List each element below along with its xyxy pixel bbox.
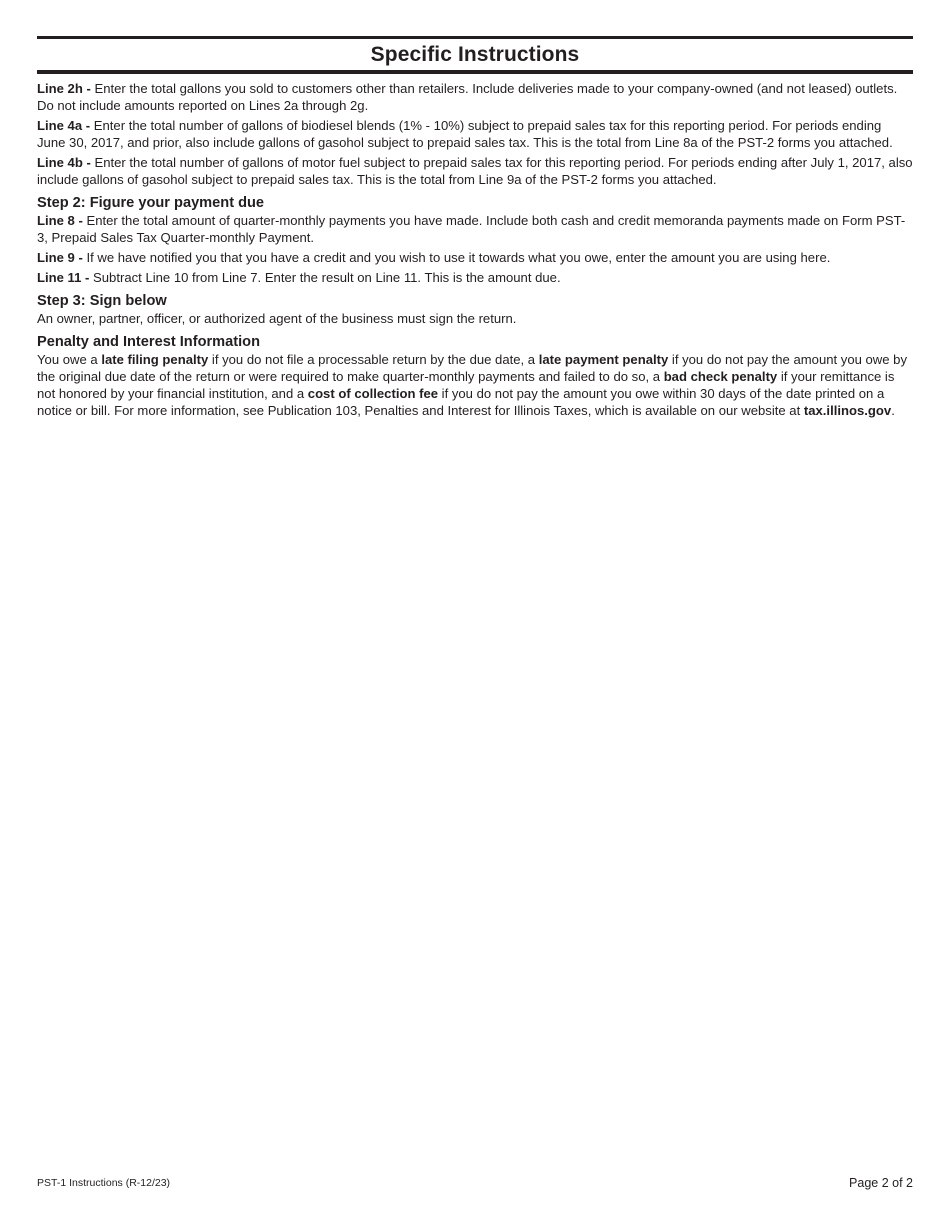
step-2-heading: Step 2: Figure your payment due [37, 195, 265, 211]
line-text: If we have notified you that you have a credit and you wish to use it towards what you owe, enter the amount you are using here. [82, 250, 831, 265]
line-9-instruction [37, 249, 913, 266]
website-link[interactable]: tax.illinos.gov [803, 403, 892, 418]
penalty-text-part: if your remittance is not honored by your financial institution, and a [37, 369, 895, 401]
page-number: Page 2 of 2 [849, 1176, 913, 1190]
line-label: Line 2h - [37, 81, 91, 96]
bad-check-penalty-term: bad check penalty [663, 369, 778, 384]
line-label: Line 9 - [37, 250, 83, 265]
line-label: Line 4a - [37, 118, 91, 133]
instructions-body [37, 80, 913, 419]
late-filing-penalty-term: late filing penalty [101, 352, 209, 367]
step-3-text: An owner, partner, officer, or authorized agent of the business must sign the return. [37, 311, 517, 326]
line-2h-instruction [37, 80, 913, 114]
line-label: Line 11 - [37, 270, 90, 285]
late-payment-penalty-term: late payment penalty [538, 352, 669, 367]
line-11-instruction [37, 269, 913, 286]
page-title: Specific Instructions [370, 42, 580, 66]
penalty-text-part: if you do not pay the amount you owe within 30 days of the date printed on a notice or bill. For more information, see Publication 103, Penalties and Interest for Illinois Taxes, which is available on our website at [37, 386, 885, 418]
line-text: Enter the total gallons you sold to customers other than retailers. Include deliveries made to your company-owned (and not leased) outlets. Do not include amounts reported on Lines 2a through 2g. [37, 81, 898, 113]
line-label: Line 8 - [37, 213, 83, 228]
step-3-heading: Step 3: Sign below [37, 293, 167, 309]
line-4b-instruction [37, 154, 913, 188]
penalty-text-part: . [891, 403, 895, 418]
penalty-text-part: if you do not pay the amount you owe by the original due date of the return or were required to make quarter-monthly payments and failed to do so, a [37, 352, 908, 384]
document-page [37, 36, 913, 422]
line-text: Enter the total amount of quarter-monthly payments you have made. Include both cash and credit memoranda payments made on Form PST-3, Prepaid Sales Tax Quarter-monthly Payment. [37, 213, 906, 245]
penalty-text-part: You owe a [37, 352, 102, 367]
line-4a-instruction [37, 117, 913, 151]
form-id: PST-1 Instructions (R-12/23) [37, 1177, 171, 1189]
cost-of-collection-fee-term: cost of collection fee [307, 386, 439, 401]
penalty-heading: Penalty and Interest Information [37, 334, 260, 350]
title-bar [37, 36, 913, 74]
line-8-instruction [37, 212, 913, 246]
line-text: Enter the total number of gallons of biodiesel blends (1% - 10%) subject to prepaid sales tax for this reporting period. For periods ending June 30, 2017, and prior, also include gallons of gasohol subject to prepaid sales tax. This is the total from Line 8a of the PST-2 forms you attached. [37, 118, 893, 150]
line-text: Subtract Line 10 from Line 7. Enter the result on Line 11. This is the amount due. [89, 270, 561, 285]
line-label: Line 4b - [37, 155, 91, 170]
penalty-text [37, 351, 913, 419]
line-text: Enter the total number of gallons of motor fuel subject to prepaid sales tax for this reporting period. For periods ending after July 1, 2017, also include gallons of gasohol subject to prepaid sales tax. This is the total from Line 9a of the PST-2 forms you attached. [37, 155, 913, 187]
penalty-text-part: if you do not file a processable return by the due date, a [208, 352, 539, 367]
